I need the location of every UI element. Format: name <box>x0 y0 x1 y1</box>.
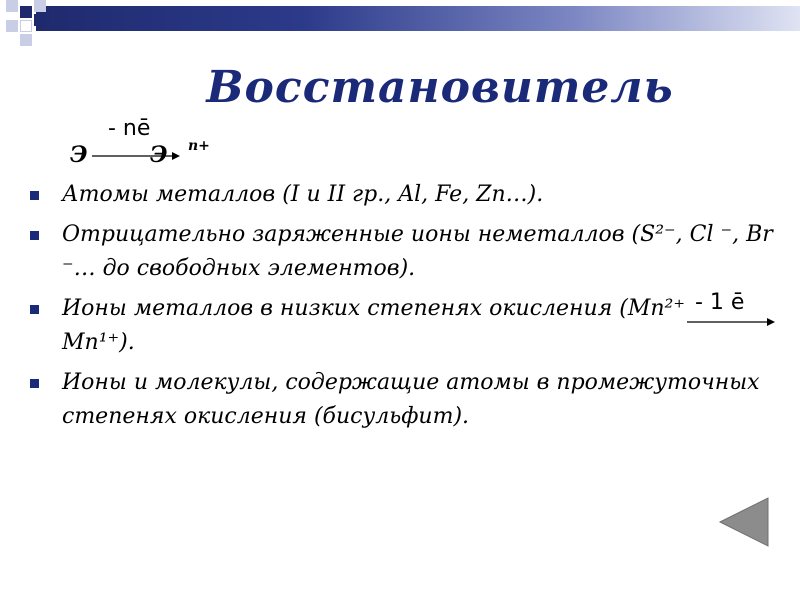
list-item <box>26 178 786 212</box>
list-item-text: Атомы металлов (I и II гр., Al, Fe, Zn…). <box>62 182 544 207</box>
decor-square <box>6 20 18 32</box>
list-item-text: Отрицательно заряженные ионы неметаллов (S²⁻, Cl ⁻, Br ⁻… до свободных элементов). <box>62 222 773 281</box>
list-item-text: Ионы и молекулы, содержащие атомы в промежуточных степенях окисления (бисульфит). <box>62 370 760 429</box>
decor-square <box>20 6 32 18</box>
square-bullet-icon <box>30 379 39 388</box>
back-arrow-icon[interactable] <box>716 494 772 550</box>
scheme-arrow-label: - nē <box>108 116 151 141</box>
inline-arrow-label: - 1 ē <box>694 290 745 315</box>
decor-square <box>34 14 46 26</box>
decor-square <box>20 34 32 46</box>
scheme-product-charge: n+ <box>188 138 210 154</box>
square-bullet-icon <box>30 191 39 200</box>
scheme-reactant: Э <box>70 142 88 168</box>
decor-square <box>20 20 32 32</box>
list-item-text-before: Ионы металлов в низких степенях окисления (Mn²⁺ <box>62 296 685 321</box>
header-band <box>36 6 800 31</box>
square-bullet-icon <box>30 305 39 314</box>
back-arrow-shape <box>716 494 772 550</box>
scheme-product: Э <box>150 142 168 168</box>
decor-square <box>34 0 46 12</box>
decor-square <box>6 0 18 12</box>
list-item-text-after: Mn¹⁺). <box>62 330 135 355</box>
list-item <box>26 366 786 434</box>
list-item <box>26 292 786 360</box>
bullet-list <box>26 178 786 440</box>
slide-title: Восстановитель <box>206 62 674 113</box>
list-item <box>26 218 786 286</box>
reaction-scheme <box>60 112 260 172</box>
square-bullet-icon <box>30 231 39 240</box>
inline-reaction-arrow <box>685 290 777 326</box>
